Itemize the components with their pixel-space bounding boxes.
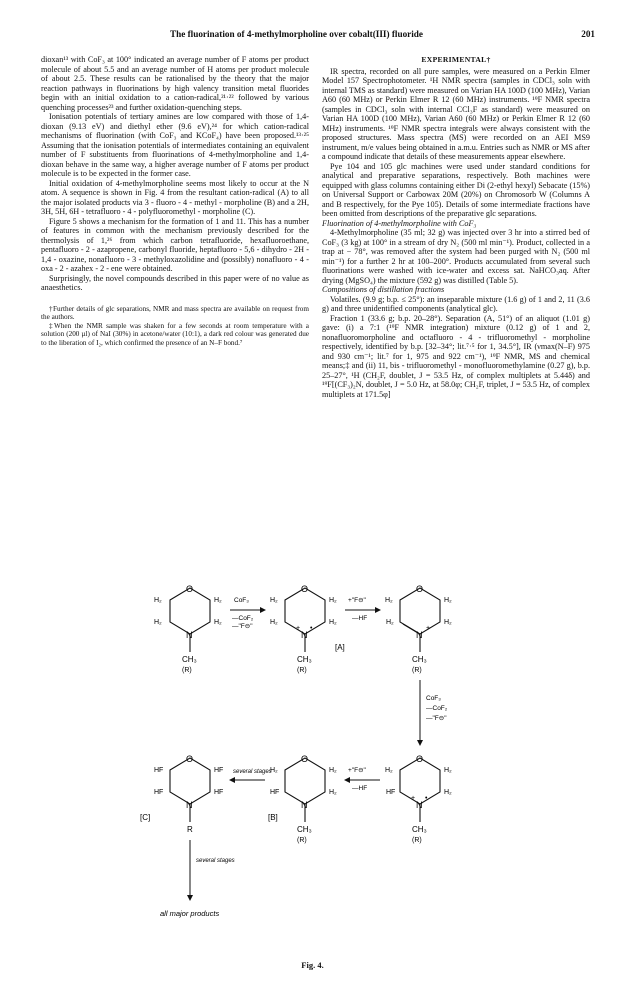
atom-label: O xyxy=(416,584,424,594)
atom-label: CH₃ xyxy=(297,655,312,664)
atom-label: CH₃ xyxy=(412,825,427,834)
atom-label: O xyxy=(416,754,424,764)
paragraph: Volatiles. (9.9 g; b.p. ≤ 25°): an inseparable mixture (1.6 g) of 1 and 2, 11 (3.6 g) and three unidentified components (analytical glc). xyxy=(322,294,590,313)
atom-label: O xyxy=(186,754,194,764)
atom-label: HF xyxy=(214,767,224,774)
atom-label: HF xyxy=(154,767,164,774)
atom-label: N xyxy=(301,800,308,810)
atom-label: O xyxy=(186,584,194,594)
compound-label: (R) xyxy=(412,667,422,674)
reagent-label: —CoF₂ xyxy=(232,615,254,622)
paragraph: Fraction 1 (33.6 g; b.p. 20–28°). Separation (A, 51°) of an aliquot (1.01 g) gave: (i) a 7:1 (¹⁹F NMR integration) mixture (0.12 g) of 1 and 2, nonafluoromorpholine and octafluoro - 4 - trifluoromethyl - morpholine respectively, identified by b.p. [32–34°; lit.⁷·⁵ for 1, 34.5°], IR (νmax(N–F) 975 and 930 cm⁻¹; lit.⁷ for 1, 975 and 922 cm⁻¹), ¹⁹F NMR, MS and chemical means;‡ and (ii) 11, bis - trifluoromethyl - monofluoromethylamine (0.27 g), b.p. 25–27°, ¹H (CH₂F, doublet, J = 53.5 Hz, of complex multiplets at 5.44δ) and ¹⁹F[(CF₃)₂N, doublet, J = 5.0 Hz, at 58.0φ; CH₂F, triplet, J = 53.5 Hz, of complex multiplets at 171.5φ] xyxy=(322,313,590,399)
reagent-label: several stages xyxy=(196,858,235,864)
atom-label: H₂ xyxy=(444,597,452,604)
reagent-label: CoF₃ xyxy=(234,597,249,604)
compound-label: [C] xyxy=(140,813,151,822)
paragraph: Surprisingly, the novel compounds described in this paper were of no value as anaesthetics. xyxy=(41,273,309,292)
radical-label: • xyxy=(425,795,428,802)
atom-label: N xyxy=(186,630,193,640)
paragraph: Figure 5 shows a mechanism for the formation of 1 and 11. This has a number of features in common with the mechanism previously described for the thermolysis of 1,²⁶ from which carbon tetrafluoride, hexafluoroethane, pentafluoro - 2 - azapropene, carbonyl fluoride, heptafluoro - 5,6 - dihydro - 2H - 1,4 - oxazine, nonafluoro - 3 - methyloxazolidine and (possibly) nonafluoro - 4 - oxa - 2 - azahex - 2 - ene were obtained. xyxy=(41,216,309,273)
structure-B xyxy=(285,758,325,822)
left-column xyxy=(41,55,309,347)
atom-label: H₂ xyxy=(154,619,162,626)
compound-label: (R) xyxy=(412,837,422,844)
atom-label: HF xyxy=(270,789,280,796)
atom-label: H₂ xyxy=(154,597,162,604)
page-number: 201 xyxy=(581,29,595,39)
compound-label: (R) xyxy=(297,667,307,674)
paragraph: Pye 104 and 105 glc machines were used under standard conditions for analytical and preparative separations, respectively. Both machines were equipped with glass columns containing either Di (2-ethyl hexyl) Sebacate (15%) on Universal Support or Carbowax 20M (20%) on Chromosorb W (Columns A and B respectively, for the Pye 105). Details of some intermediate fractions have been omitted from descriptions of the preparative glc separations. xyxy=(322,161,590,218)
figure-caption: Fig. 4. xyxy=(301,960,324,970)
atom-label: H₂ xyxy=(444,619,452,626)
atom-label: O xyxy=(301,754,309,764)
atom-label: H₂ xyxy=(329,619,337,626)
atom-label: N xyxy=(186,800,193,810)
atom-label: N xyxy=(416,800,423,810)
structure-4-methylmorpholine xyxy=(170,588,210,652)
footnotes xyxy=(41,303,309,348)
reagent-label: —CoF₂ xyxy=(426,705,448,712)
structure-iminium-ion xyxy=(400,588,440,652)
atom-label: HF xyxy=(214,789,224,796)
reagent-label: —"F⊖" xyxy=(232,623,253,630)
reagent-label: several stages xyxy=(233,769,272,775)
paragraph: IR spectra, recorded on all pure samples, were measured on a Perkin Elmer Model 157 Spectrophotometer. ¹H NMR spectra (samples in CDCl₃ soln with internal TMS as standard) were measured on Varian HA 100D (100 MHz), Varian A60 (60 MHz) or Perkin Elmer R 12 (60 MHz) instruments. ¹⁹F NMR spectra (samples in CDCl₃ soln with internal CCl₃F as standard) were measured on Varian HA 100D (100 MHz), Varian A60 (60 MHz) or Perkin Elmer R 12 (60 MHz) instruments. ¹⁹F NMR spectra integrals were always consistent with the proposed structures. Mass spectra (MS) were recorded on an AEI MS9 instrument, m/e values being obtained in a.m.u. Entries such as NMR or MS after a compound indicate that details of these measurements appear elsewhere. xyxy=(322,66,590,161)
atom-label: H₂ xyxy=(444,767,452,774)
atom-label: CH₃ xyxy=(297,825,312,834)
atom-label: H₂ xyxy=(214,597,222,604)
reagent-label: CoF₃ xyxy=(426,695,441,702)
products-label: all major products xyxy=(160,909,220,918)
atom-label: HF xyxy=(386,789,396,796)
paragraph: Initial oxidation of 4-methylmorpholine seems most likely to occur at the N atom. A sequence is shown in Fig. 4 from the resultant cation-radical (A) to all the major isolated products via 3 - fluoro - 4 - methyl - morpholine (B) and a 2H, 3H, 5H, 6H - tetrafluoro - 4 - polyfluoromethyl - morpholine (C). xyxy=(41,178,309,216)
running-title: The fluorination of 4-methylmorpholine over cobalt(III) fluoride xyxy=(170,29,423,39)
reagent-label: —HF xyxy=(352,785,368,792)
atom-label: CH₃ xyxy=(412,655,427,664)
compound-label: [A] xyxy=(335,643,345,652)
structure-cation-radical-A xyxy=(285,588,325,652)
atom-label: H₂ xyxy=(385,597,393,604)
charge-label: + xyxy=(411,795,416,802)
compound-label: [B] xyxy=(268,813,278,822)
charge-label: + xyxy=(296,625,301,632)
atom-label: N xyxy=(416,630,423,640)
atom-label: H₂ xyxy=(329,767,337,774)
reagent-label: +"F⊖" xyxy=(348,767,366,774)
atom-label: HF xyxy=(154,789,164,796)
atom-label: H₂ xyxy=(329,789,337,796)
compound-label: (R) xyxy=(182,667,192,674)
atom-label: R xyxy=(187,825,193,834)
paragraph: Ionisation potentials of tertiary amines are low compared with those of 1,4-dioxan (9.13 eV) and diethyl ether (9.6 eV),²⁴ for which cation-radical mechanisms of fluorination (with CoF₃ and KCoF₄) have been proposed.¹³·²⁵ Assuming that the ionisation potentials of intermediates containing an equivalent number of F substituents from fluorinations of 4-methylmorpholine and 1,4-dioxan behave in the same way, a higher average number of F atoms per product molecule is to be expected in the former case. xyxy=(41,112,309,178)
atom-label: H₂ xyxy=(270,767,278,774)
atom-label: H₂ xyxy=(385,767,393,774)
atom-label: H₂ xyxy=(214,619,222,626)
footnote: ‡When the NMR sample was shaken for a few seconds at room temperature with a solution (200 µl) of NaI (30%) in acetone/water (10:1), a dark red colour was generated due to the liberation of I₂, which confirmed the presence of an N–F bond.⁷ xyxy=(41,321,309,347)
structure-C xyxy=(170,758,210,822)
subsection-title: Fluorination of 4-methylmorpholine with CoF₃ xyxy=(322,218,477,228)
page-header xyxy=(40,29,595,41)
atom-label: CH₃ xyxy=(182,655,197,664)
footnote: †Further details of glc separations, NMR and mass spectra are available on request from the authors. xyxy=(41,304,309,321)
atom-label: H₂ xyxy=(444,789,452,796)
compound-label: (R) xyxy=(297,837,307,844)
atom-label: N xyxy=(301,630,308,640)
atom-label: H₂ xyxy=(270,597,278,604)
reagent-label: —HF xyxy=(352,615,368,622)
paragraph: 4-Methylmorpholine (35 ml; 32 g) was injected over 3 hr into a stirred bed of CoF₃ (3 kg) at 100° in a stream of dry N₂ (500 ml min⁻¹). Product, collected in a trap at − 78°, was removed after the system had been purged with N₂ (500 ml min⁻¹) for a further 2 hr at 100–200°. Products accumulated from several such fluorinations were washed with ice-water and excess sat. NaHCO₃aq. After drying (MgSO₄) the mixture (592 g) was distilled (Table 5). xyxy=(322,228,590,285)
atom-label: H₂ xyxy=(270,619,278,626)
paragraph: dioxan¹³ with CoF₃ at 100° indicated an average number of F atoms per product molecule of about 5.5 and an average number of H atoms per product molecule of about 2.5. These results can be rationalised by the theory that the major reaction pathways in fluorinations by high valency transition metal fluorides begin with an initial oxidation to a cation-radical,²¹·²² followed by various quenching processes²³ and further oxidation-quenching steps. xyxy=(41,55,309,112)
atom-label: O xyxy=(301,584,309,594)
radical-label: • xyxy=(310,625,313,632)
charge-label: + xyxy=(426,625,431,632)
subsection-title: Compositions of distillation fractions xyxy=(322,285,445,294)
reagent-label: +"F⊖" xyxy=(348,597,366,604)
atom-label: H₂ xyxy=(329,597,337,604)
section-heading: EXPERIMENTAL† xyxy=(421,55,491,64)
reaction-scheme-figure xyxy=(130,580,490,940)
atom-label: H₂ xyxy=(386,619,394,626)
right-column xyxy=(322,55,590,399)
structure-cation-radical-fluoro xyxy=(400,758,440,822)
reagent-label: —"F⊖" xyxy=(426,715,447,722)
